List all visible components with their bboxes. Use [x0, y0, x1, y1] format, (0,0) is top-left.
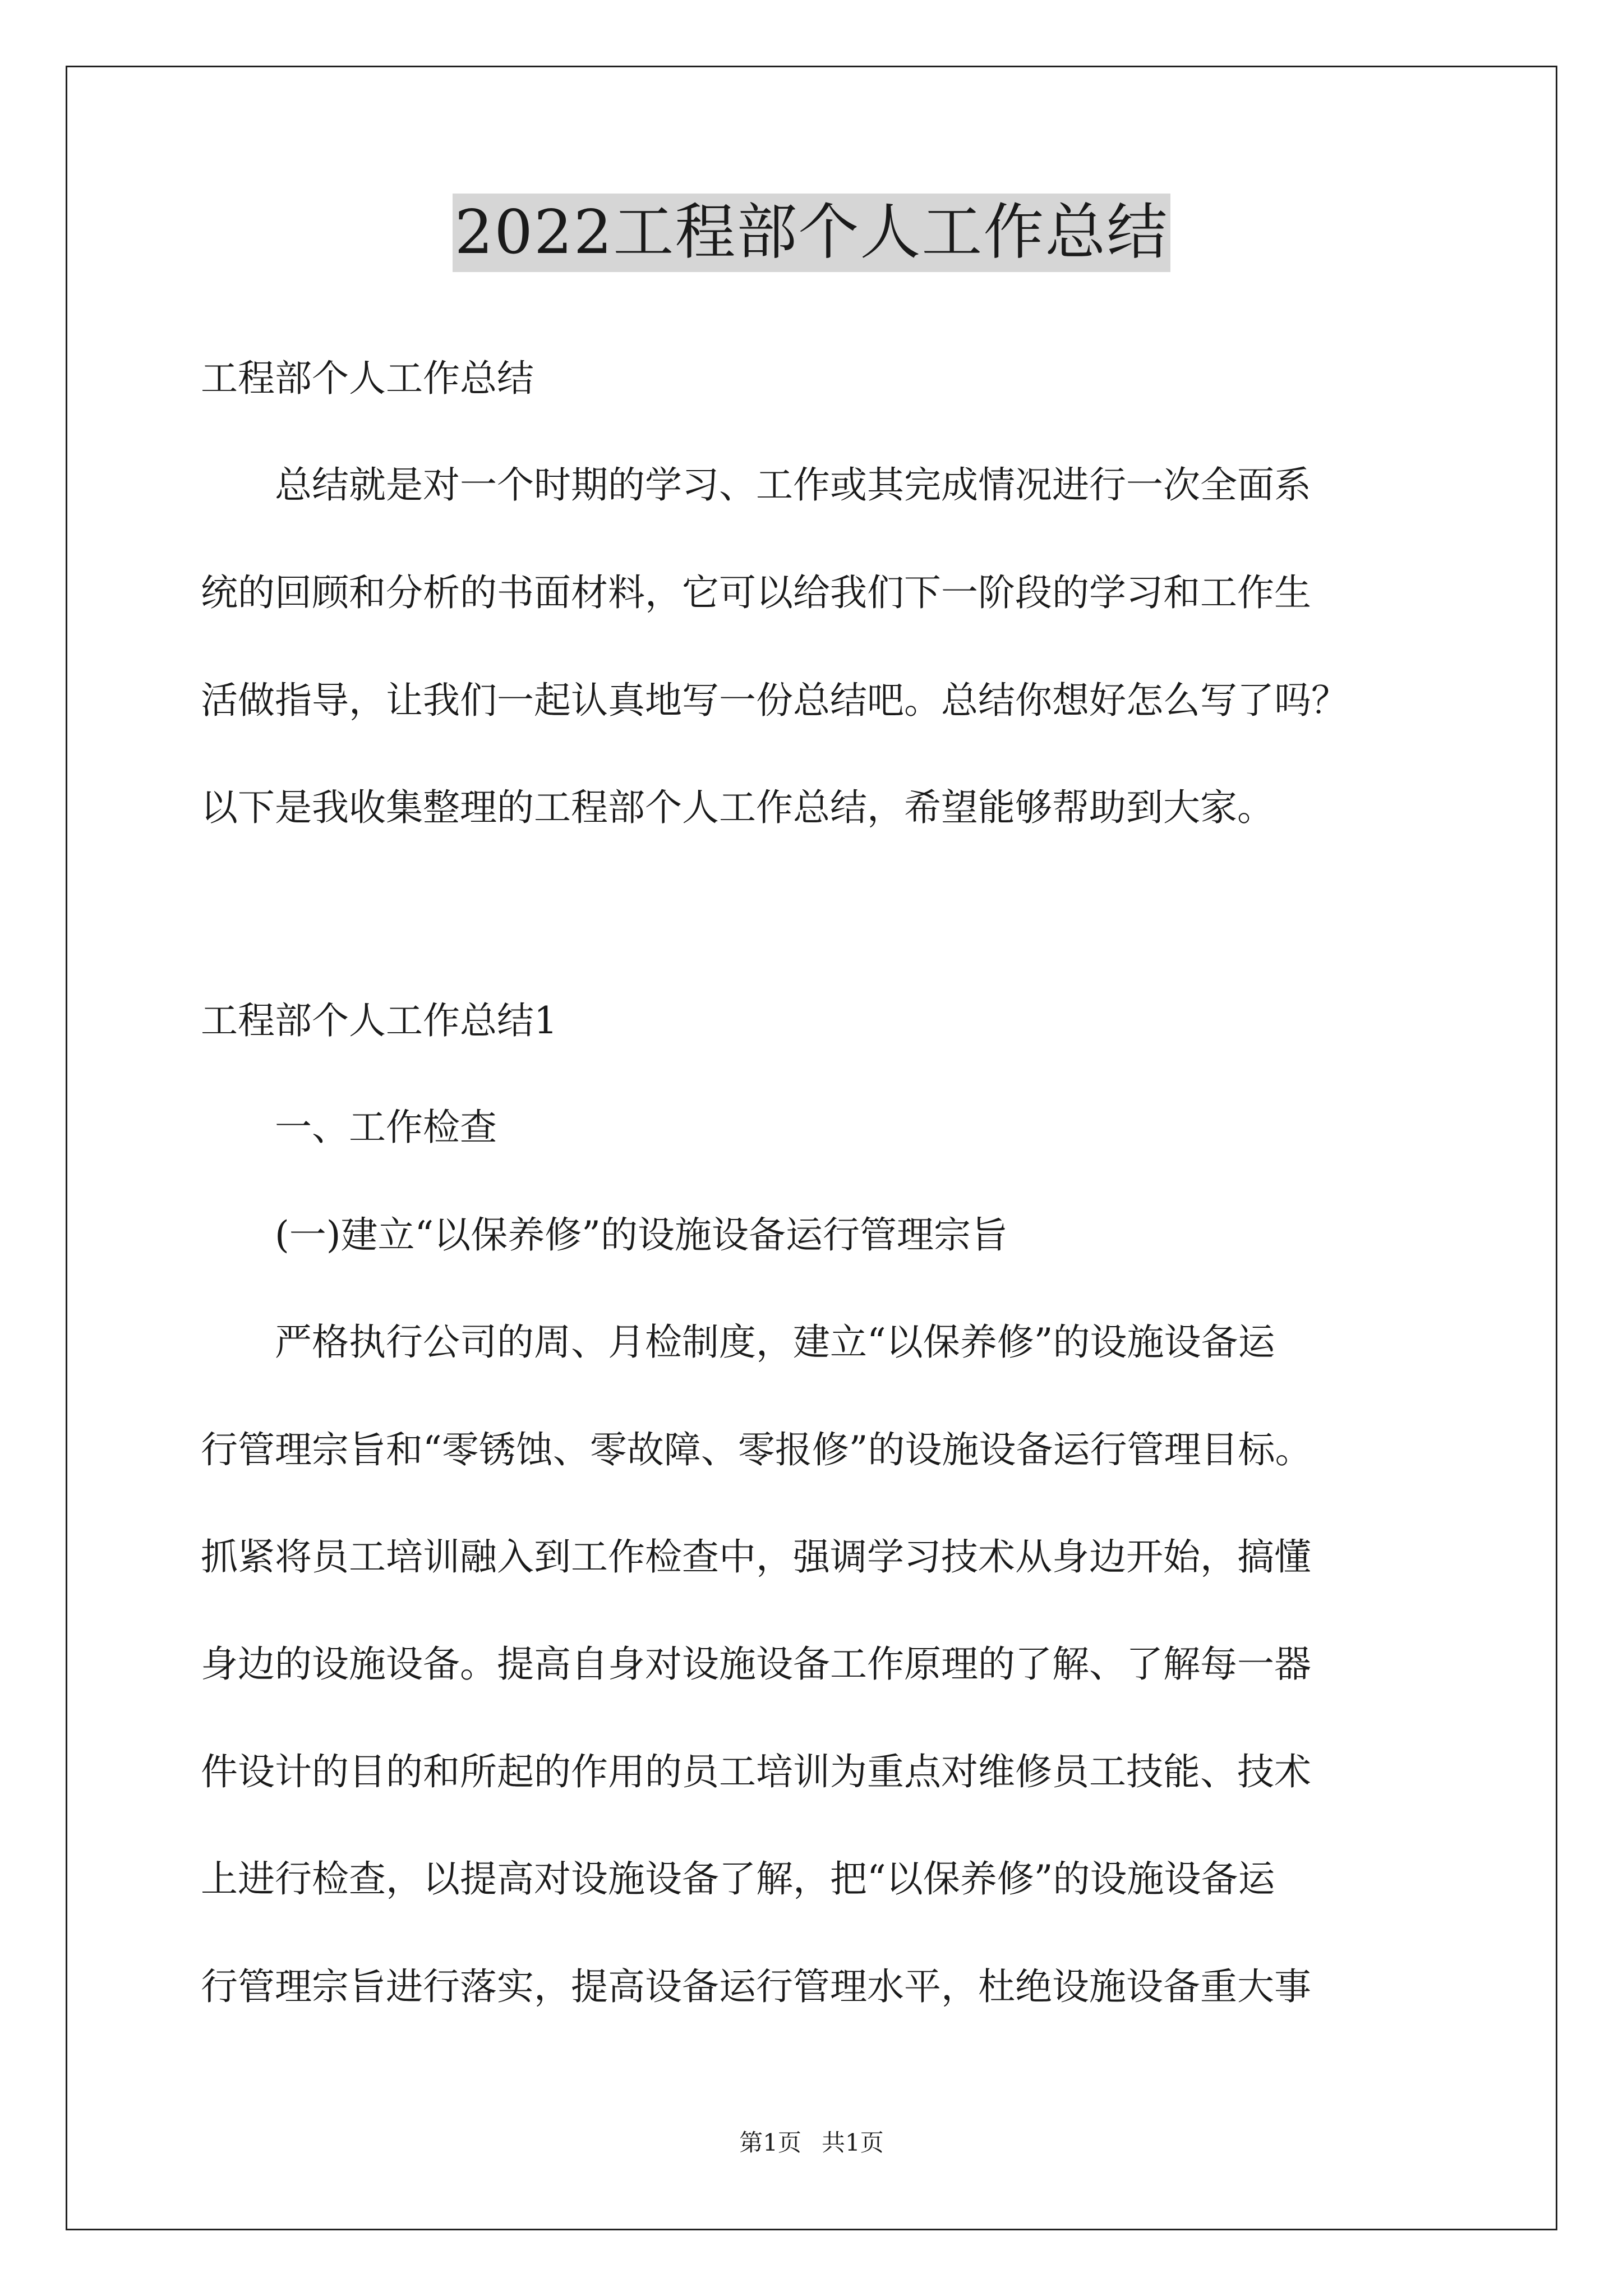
page-total: 共1页 — [822, 2129, 884, 2156]
page-number: 第1页 — [739, 2129, 801, 2156]
subheading: (一)建立“以保养修”的设施设备运行管理宗旨 — [201, 1213, 1008, 1257]
body-line: 行管理宗旨进行落实，提高设备运行管理水平，杜绝设施设备重大事 — [201, 1965, 1311, 2008]
subheading: 一、工作检查 — [201, 1106, 497, 1149]
body-line: 统的回顾和分析的书面材料，它可以给我们下一阶段的学习和工作生 — [201, 571, 1311, 614]
document-title: 2022工程部个人工作总结 — [453, 194, 1171, 272]
body-line: 行管理宗旨和“零锈蚀、零故障、零报修”的设施设备运行管理目标。 — [201, 1428, 1312, 1471]
title-container — [0, 194, 1623, 272]
body-line: 身边的设施设备。提高自身对设施设备工作原理的了解、了解每一器 — [201, 1642, 1311, 1686]
body-line: 抓紧将员工培训融入到工作检查中，强调学习技术从身边开始，搞懂 — [201, 1535, 1311, 1579]
section-heading: 工程部个人工作总结 — [201, 357, 534, 400]
body-line: 活做指导，让我们一起认真地写一份总结吧。总结你想好怎么写了吗？ — [201, 679, 1348, 722]
body-line: 严格执行公司的周、月检制度，建立“以保养修”的设施设备运 — [201, 1320, 1275, 1364]
body-line: 上进行检查，以提高对设施设备了解，把“以保养修”的设施设备运 — [201, 1857, 1275, 1901]
body-line: 以下是我收集整理的工程部个人工作总结，希望能够帮助到大家。 — [201, 786, 1274, 829]
section-heading: 工程部个人工作总结1 — [201, 999, 557, 1042]
page-footer — [0, 2126, 1623, 2160]
body-line: 件设计的目的和所起的作用的员工培训为重点对维修员工技能、技术 — [201, 1750, 1311, 1793]
body-line: 总结就是对一个时期的学习、工作或其完成情况进行一次全面系 — [201, 463, 1311, 507]
